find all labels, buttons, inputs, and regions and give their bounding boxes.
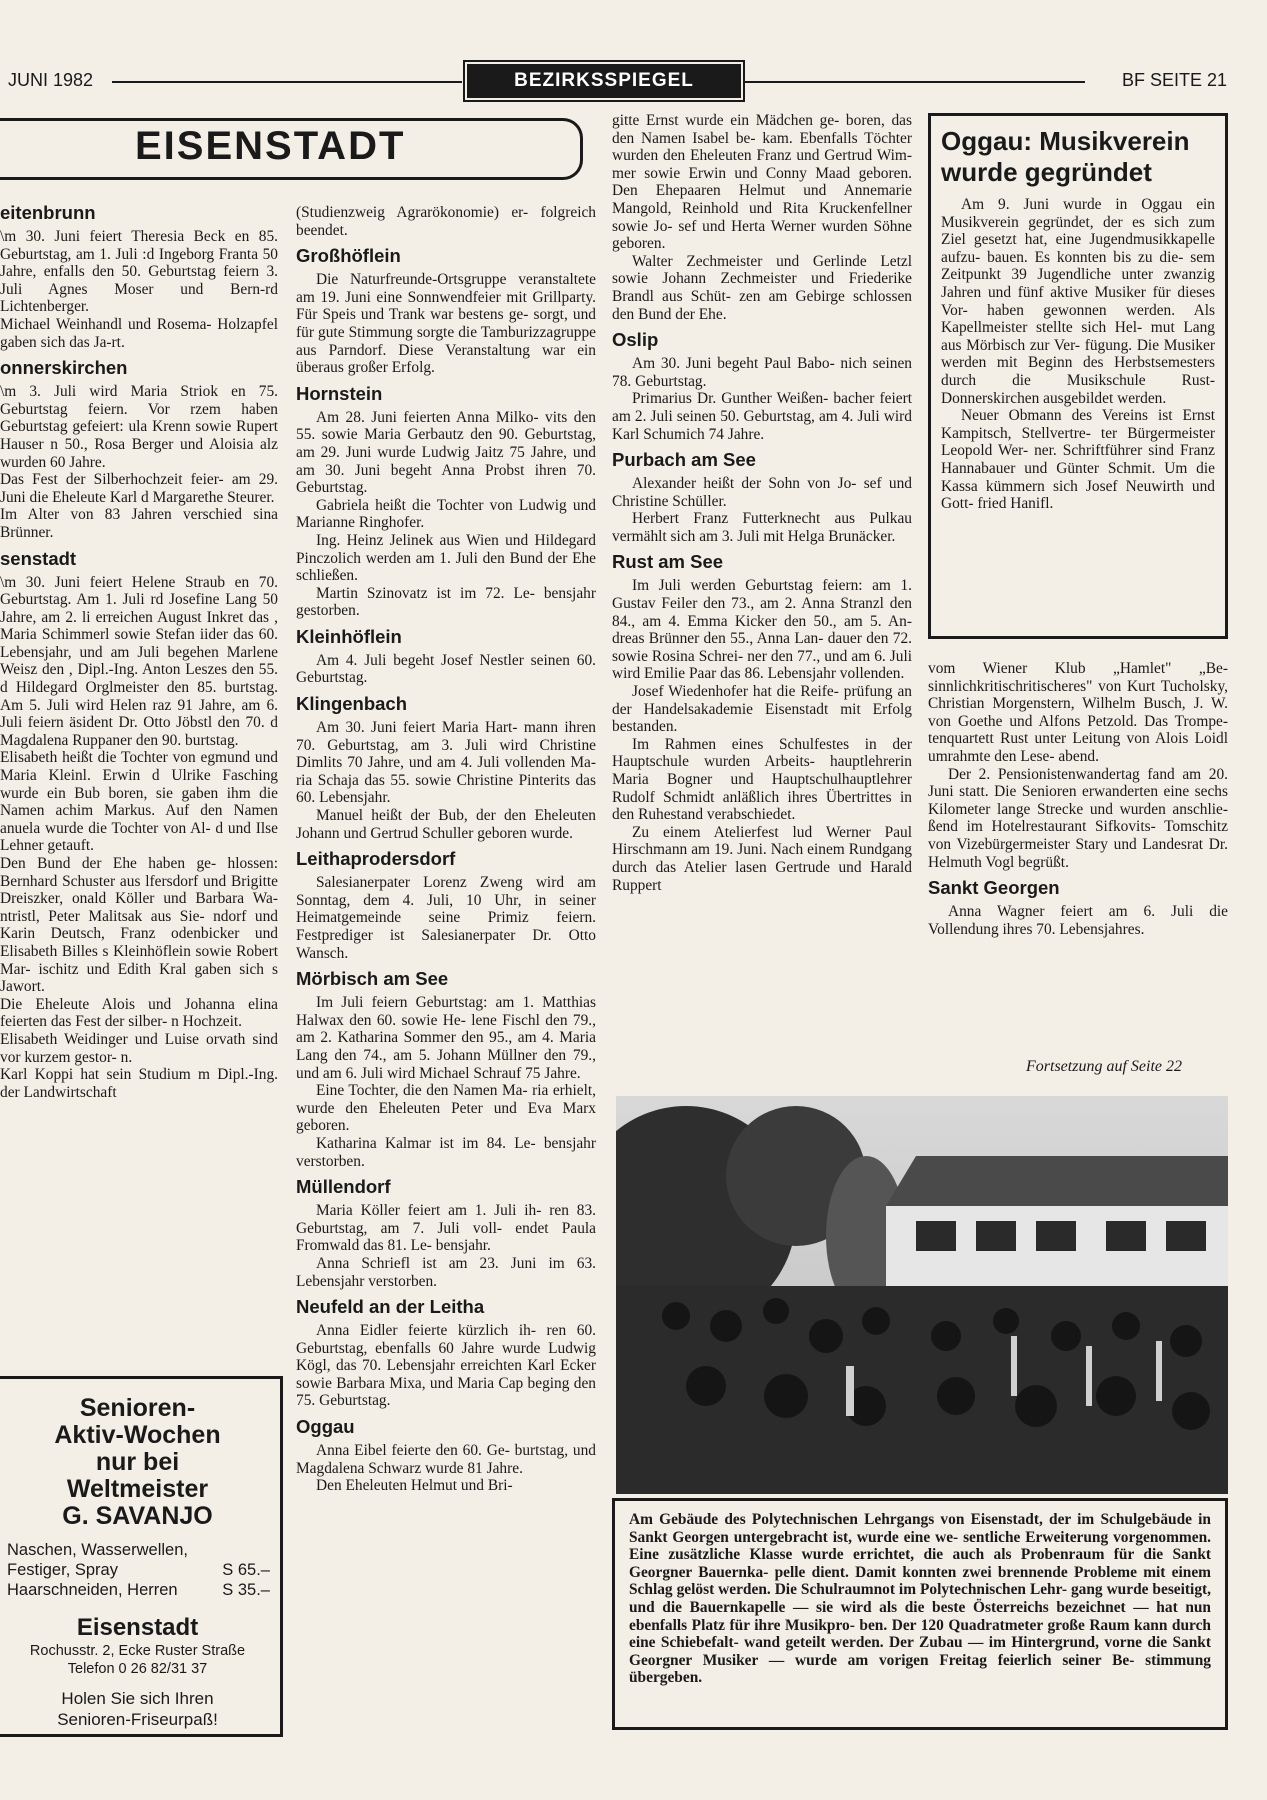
article-paragraph: Eine Tochter, die den Namen Ma- ria erhielt, wurde den Eheleuten Peter und Eva Marx geboren.: [296, 1082, 596, 1135]
service-label: Haarschneiden, Herren: [7, 1581, 178, 1599]
article-paragraph: Herbert Franz Futterknecht aus Pulkau vermählt sich am 3. Juli mit Helga Brunäcker.: [612, 510, 912, 545]
ad-headline-line: nur bei: [95, 1448, 180, 1476]
article-paragraph: Die Eheleute Alois und Johanna elina feierten das Fest der silber- n Hochzeit.: [0, 995, 278, 1031]
article-heading: onnerskirchen: [0, 357, 128, 379]
article-paragraph: Alexander heißt der Sohn von Jo- sef und Christine Schüller.: [612, 475, 912, 510]
article-paragraph: Den Eheleuten Helmut und Bri-: [316, 1477, 513, 1495]
photo-caption: Am Gebäude des Polytechnischen Lehrgangs von Eisenstadt, der im Schulgebäude in Sankt Georgen untergebracht ist, wurde eine we- sentliche Erweiterung vorgenommen. Eine zusätzliche Klasse wurde errichtet, die auch als Probenraum für die Sankt Georgner Bauernka- pelle dient. Damit konnten zwei brennende Probleme mit einem Schlag gelöst werden. Die Schulraumnot im Polytechnischen Lehr- gang wurde beseitigt, und die Bauernkapelle — sie wird als die beste Österreichs bezeichnet — hat nun ebenfalls Platz für ihre Musikpro- ben. Der 120 Quadratmeter große Raum kann durch eine Schiebefalt- wand geteilt werden. Der Zubau — im Hintergrund, vorne die Sankt Georgner Musiker — wurde am vorigen Freitag feierlich seiner Be- stimmung übergeben.: [612, 1498, 1228, 1730]
article-heading: Kleinhöflein: [296, 625, 402, 647]
service-price: S 65.–: [222, 1561, 270, 1579]
article-heading: Großhöflein: [296, 245, 401, 267]
continuation-note: Fortsetzung auf Seite 22: [1026, 1058, 1182, 1075]
article-paragraph: Anna Eibel feierte den 60. Ge- burtstag, und Magdalena Schwarz wurde 81 Jahre.: [296, 1442, 596, 1477]
service-label: Naschen, Wasserwellen,: [7, 1541, 188, 1559]
article-paragraph: Ing. Heinz Jelinek aus Wien und Hildegard Pinczolich werden am 1. Juli den Bund der Ehe schließen.: [296, 531, 596, 585]
ad-city: Eisenstadt: [76, 1614, 199, 1641]
boxed-article: [928, 113, 1228, 639]
page-header: [0, 64, 1267, 98]
article-heading: Leithaprodersdorf: [296, 848, 456, 870]
article-paragraph: Walter Zechmeister und Gerlinde Letzl sowie Johann Zechmeister und Friederike Brandl aus Schüt- zen am Gebirge schlossen den Bund der Ehe.: [612, 252, 912, 323]
service-label: Festiger, Spray: [7, 1561, 118, 1579]
ad-note: [0, 1688, 280, 1730]
article-paragraph: Karl Koppi hat sein Studium m Dipl.-Ing. der Landwirtschaft: [0, 1066, 278, 1101]
article-paragraph: gitte Ernst wurde ein Mädchen ge- boren, das den Namen Isabel be- kam. Ebenfalls Töchter wurden den Eheleuten Franz und Gertrud Wim- mer sowie Erwin und Conny Maad geboren. Den Ehepaaren Helmut und Annemarie Mangold, Reinhold und Rita Kruckenfellner sowie Jo- sef und Herta Werner wurden Söhne geboren.: [612, 112, 912, 253]
ad-headline-line: Aktiv-Wochen: [54, 1421, 221, 1449]
article-paragraph: \m 30. Juni feiert Helene Straub en 70. Geburtstag. Am 1. Juli rd Josefine Lang 50 Jahre, am 2. li erreichen August Inkret das , Maria Schimmerl sowie Stefan iider das 60. Lebensjahr, und am Juli begehen Marlene Weisz den , Dipl.-Ing. Anton Leszes den 55. d Hildegard Orglmeister den 85. burtstag. Am 5. Juli wird Helen raz 91 Jahre, am 6. Juli feiern äsident Dr. Otto Jöbstl den 70. d Magdalena Ruppaner den 90. burtstag.: [0, 573, 278, 749]
issue-date: JUNI 1982: [8, 70, 94, 90]
page-number: BF SEITE 21: [1121, 70, 1227, 90]
article-paragraph: Anna Wagner feiert am 6. Juli die Vollendung ihres 70. Lebensjahres.: [928, 903, 1228, 938]
boxed-article-title: Oggau: Musikverein wurde gegründet: [941, 126, 1190, 187]
article-heading: Müllendorf: [296, 1176, 391, 1198]
article-paragraph: Im Alter von 83 Jahren verschied sina Brünner.: [0, 506, 278, 541]
photo-illustration: [616, 1096, 1228, 1494]
article-paragraph: Den Bund der Ehe haben ge- hlossen: Bernhard Schuster aus lfersdorf und Brigitte Dreiszker, onald Köller und Barbara Wa- ntristl, Peter Malitsak aus Sie- ndorf und Karin Deutsch, Franz odenbicker und Elisabeth Billes s Kleinhöflein sowie Robert Mar- ischitz und Edith Kral gaben sich s Jawort.: [0, 855, 278, 996]
article-paragraph: Am 30. Juni begeht Paul Babo- nich seinen 78. Geburtstag.: [612, 355, 912, 390]
ad-note-line: Senioren-Friseurpaß!: [57, 1710, 218, 1729]
ad-headline-line: Senioren-: [79, 1394, 196, 1422]
ad-service-row: [7, 1560, 280, 1580]
article-heading: Hornstein: [296, 382, 383, 404]
article-paragraph: Maria Köller feiert am 1. Juli ih- ren 83. Geburtstag, am 7. Juli voll- endet Paula Fromwald das 81. Le- bensjahr.: [296, 1202, 596, 1255]
ad-service-row: [7, 1580, 280, 1600]
article-paragraph: (Studienzweig Agrarökonomie) er- folgreich beendet.: [296, 204, 596, 239]
article-paragraph: Salesianerpater Lorenz Zweng wird am Sonntag, dem 4. Juli, 10 Uhr, in seiner Heimatgemeinde seine Primiz feiern. Festprediger ist Salesianerpater Dr. Otto Wansch.: [296, 874, 596, 962]
article-paragraph: Michael Weinhandl und Rosema- Holzapfel gaben sich das Ja-rt.: [0, 315, 278, 351]
article-paragraph: Die Naturfreunde-Ortsgruppe veranstaltete am 19. Juni eine Sonnwendfeier mit Grillparty. Für Speis und Trank war bestens ge- sorgt, und für gute Stimmung sorgte die Tamburizzagruppe aus Parndorf. Diese Veranstaltung war ein überaus großer Erfolg.: [296, 271, 596, 377]
article-paragraph: Anna Schriefl ist am 23. Juni im 63. Lebensjahr verstorben.: [296, 1254, 596, 1290]
article-paragraph: Das Fest der Silberhochzeit feier- am 29. Juni die Eheleute Karl d Margarethe Steurer.: [0, 471, 278, 506]
banner-title: EISENSTADT: [135, 124, 406, 168]
article-paragraph: Der 2. Pensionistenwandertag fand am 20. Juni statt. Die Senioren erwanderten eine sechs Kilometer lange Strecke und wurden anschlie- ßend im Hotelrestaurant Sifkovits- Tomschitz von Vizebürgermeister Stary und Landesrat Dr. Helmuth Vogl begrüßt.: [928, 765, 1228, 871]
article-paragraph: Zu einem Atelierfest lud Werner Paul Hirschmann am 19. Juni. Nach einem Rundgang durch das Atelier lasen Gertrude und Harald Ruppert: [612, 823, 912, 894]
article-paragraph: Elisabeth Weidinger und Luise orvath sind vor kurzem gestor- n.: [0, 1030, 278, 1066]
article-paragraph: Im Rahmen eines Schulfestes in der Hauptschule wurden Arbeits- hauptlehrerin Maria Bogner und Hauptschulhauptlehrer Rudolf Schmidt anläßlich ihres Übertrittes in den Ruhestand verabschiedet.: [612, 735, 912, 824]
boxed-article-para: Am 9. Juni wurde in Oggau ein Musikverein gegründet, der es sich zum Ziel gesetzt hat, eine Jugendmusikkapelle aufzu- bauen. Es konnten bis zu die- sem Zeitpunkt 39 Jugendliche unter zwanzig Jahren und fünf aktive Musiker für dieses Vor- haben gewonnen werden. Als Kapellmeister stellte sich Hel- mut Lang aus Mörbisch zur Ver- fügung. Die Musiker werden mit Beginn des Herbstsemesters durch die Musikschule Rust- Donnerskirchen ausgebildet werden.: [941, 196, 1215, 407]
article-heading: Purbach am See: [612, 449, 756, 471]
article-paragraph: vom Wiener Klub „Hamlet" „Be- sinnlichkritischritischeres" von Kurt Tucholsky, Christian Morgenstern, Wilhelm Busch, J. W. von Goethe und Alfons Petzold. Das Trompe- tenquartett Rust unter Leitung von Alois Loidl umrahmte den Lese- abend.: [928, 660, 1228, 765]
article-paragraph: Im Juli feiern Geburtstag: am 1. Matthias Halwax den 60. sowie He- lene Fischl den 79., am 2. Katharina Sommer den 95., am 4. Maria Lang den 74., am 5. Johann Müllner den 79., und am 6. Juli wird Michael Schrauf 75 Jahre.: [296, 994, 596, 1082]
article-heading: eitenbrunn: [0, 202, 96, 223]
boxed-article-para: Neuer Obmann des Vereins ist Ernst Kampitsch, Stellvertre- ter Bürgermeister Leopold Wer- ner. Schriftführer sind Franz Hannabauer und Günter Schmit. Um die Kassa kümmern sich Josef Neuwirth und Gott- fried Hanifl.: [941, 407, 1215, 513]
article-heading: Klingenbach: [296, 693, 408, 715]
article-heading: senstadt: [0, 547, 77, 569]
ad-note-line: Holen Sie sich Ihren: [61, 1689, 214, 1708]
article-paragraph: Primarius Dr. Gunther Weißen- bacher feiert am 2. Juli seinen 50. Geburtstag, am 4. Juli wird Karl Schumich 74 Jahre.: [612, 390, 912, 443]
article-heading: Oggau: [296, 1416, 355, 1438]
article-paragraph: Manuel heißt der Bub, der den Eheleuten Johann und Gertrud Schuller geboren wurde.: [296, 807, 596, 842]
article-heading: Neufeld an der Leitha: [296, 1296, 485, 1318]
article-paragraph: \m 30. Juni feiert Theresia Beck en 85. Geburtstag, am 1. Juli :d Ingeborg Franta 50 Jahre, enfalls den 50. Geburtstag feiern 3. Juli Agnes Moser und Bern-rd Lichtenberger.: [0, 228, 278, 316]
article-heading: Sankt Georgen: [928, 877, 1060, 899]
column-3: [612, 112, 912, 894]
article-paragraph: Katharina Kalmar ist im 84. Le- bensjahr verstorben.: [296, 1134, 596, 1170]
ad-address: Rochusstr. 2, Ecke Ruster Straße: [29, 1643, 246, 1659]
news-photo: [616, 1096, 1228, 1494]
article-paragraph: Im Juli werden Geburtstag feiern: am 1. Gustav Feiler den 73., am 2. Anna Stranzl den 84., am 4. Emma Kicker den 50., am 5. An- dreas Brünner den 55., Anna Lan- dauer den 72. sowie Rosina Schrei- ner den 77., und am 6. Juli wird Emilie Paar das 86. Lebensjahr vollenden.: [612, 577, 912, 683]
article-heading: Oslip: [612, 329, 659, 351]
service-price: S 35.–: [222, 1581, 270, 1599]
article-heading: Mörbisch am See: [296, 968, 449, 990]
article-paragraph: Am 28. Juni feierten Anna Milko- vits den 55. sowie Maria Gerbautz den 90. Geburtstag, am 29. Juni wurde Ludwig Jaitz 75 Jahre, und am 30. Juni begeht Anna Probst ihren 70. Geburtstag.: [296, 408, 596, 497]
column-2: [296, 204, 596, 1495]
article-paragraph: Anna Eidler feierte kürzlich ih- ren 60. Geburtstag, ebenfalls 60 Jahre wurde Ludwig Kögl, das 70. Lebensjahr erreichten Karl Ecker sowie Barbara Mixa, und Maria Cap beging den 75. Geburtstag.: [296, 1322, 596, 1410]
column-1: [0, 196, 278, 1101]
header-rule-right: [745, 81, 1085, 83]
section-banner: [0, 118, 592, 180]
article-heading: Rust am See: [612, 551, 724, 573]
ad-headline: [0, 1395, 280, 1530]
ad-phone: Telefon 0 26 82/31 37: [67, 1661, 208, 1677]
article-paragraph: \m 3. Juli wird Maria Striok en 75. Geburtstag feiern. Vor rzem haben Geburtstag gefeiert: ula Krenn sowie Rupert Hauser n 50., Rosa Berger und Aloisia alz wurden 60 Jahre.: [0, 383, 278, 471]
article-paragraph: Josef Wiedenhofer hat die Reife- prüfung an der Handelsakademie Eisenstadt mit Erfolg bestanden.: [612, 683, 912, 736]
section-badge: BEZIRKSSPIEGEL: [467, 64, 741, 98]
ad-headline-line: Weltmeister: [66, 1475, 209, 1503]
ad-headline-line: G. SAVANJO: [62, 1502, 213, 1530]
article-paragraph: Elisabeth heißt die Tochter von egmund und Maria Kleinl. Erwin d Ulrike Fasching wurde ein Bub boren, sie gaben ihm die Namen achim Markus. Auf den Namen anuela wurde die Tochter von Al- d und Ilse Lehner getauft.: [0, 749, 278, 855]
ad-services: [0, 1540, 280, 1600]
advertisement: [0, 1376, 283, 1737]
article-paragraph: Martin Szinovatz ist im 72. Le- bensjahr gestorben.: [296, 584, 596, 620]
article-paragraph: Gabriela heißt die Tochter von Ludwig und Marianne Ringhofer.: [296, 496, 596, 532]
header-rule-left: [112, 81, 462, 83]
ad-service-row: [7, 1540, 280, 1560]
column-4: [928, 660, 1228, 938]
article-paragraph: Am 30. Juni feiert Maria Hart- mann ihren 70. Geburtstag, am 3. Juli wird Christine Dimlits 70 Jahre, und am 4. Juli vollenden Ma- ria Schaja das 55. sowie Christine Pinterits das 60. Lebensjahr.: [296, 719, 596, 807]
article-paragraph: Am 4. Juli begeht Josef Nestler seinen 60. Geburtstag.: [296, 651, 596, 687]
